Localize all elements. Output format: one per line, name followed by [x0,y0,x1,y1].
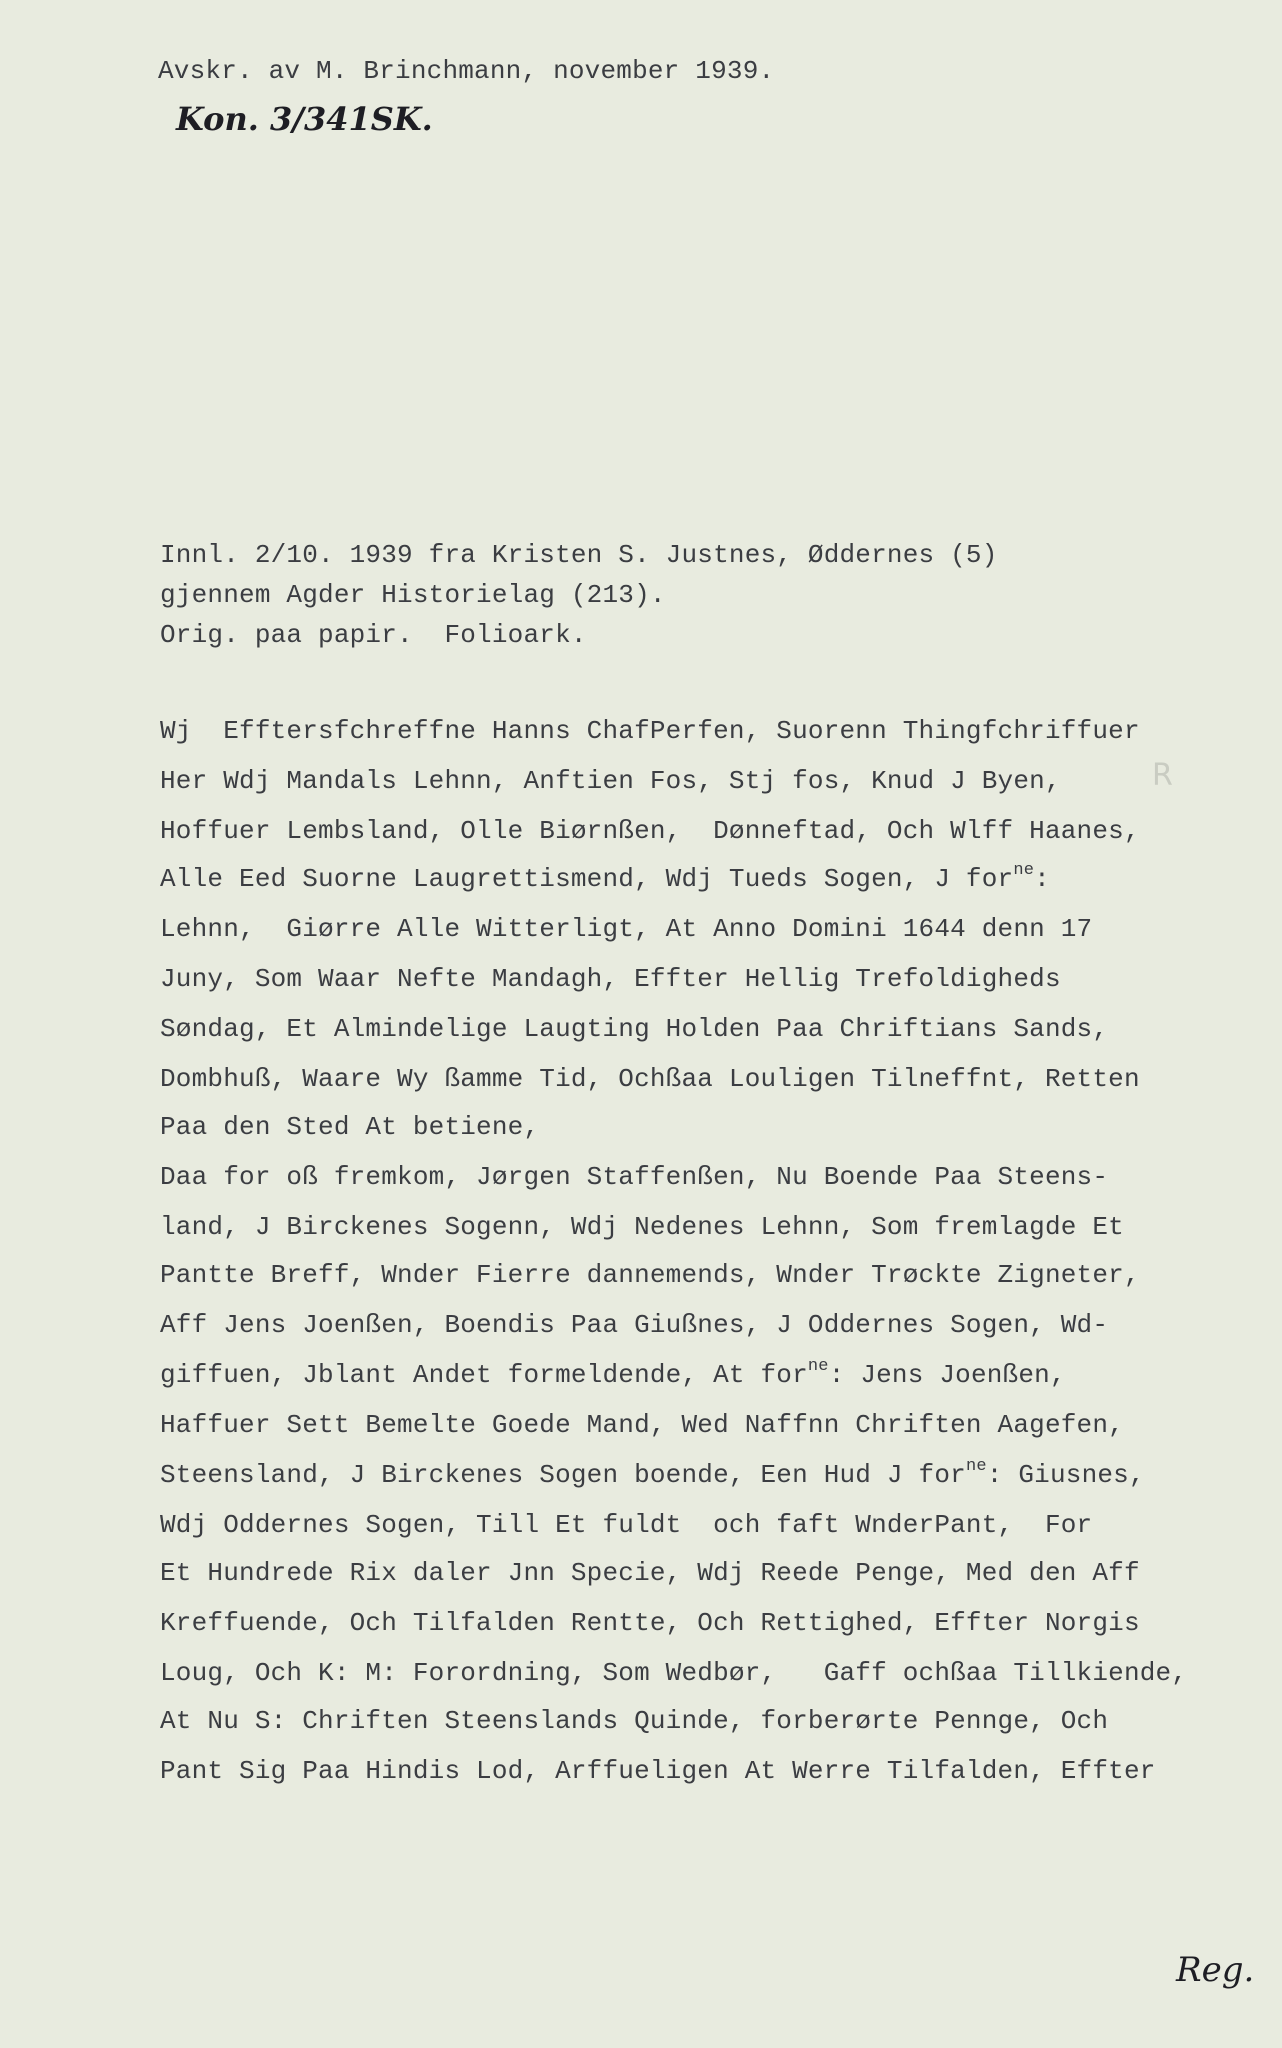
provenance-line-2: gjennem Agder Historielag (213). [160,580,666,610]
transcription-note: Avskr. av M. Brinchmann, november 1939. [158,56,775,86]
text-line-11: land, J Birckenes Sogenn, Wdj Nedenes Lehnn, Som fremlagde Et [160,1212,1124,1242]
text-line-14 [160,1357,1066,1390]
text-line-05: Lehnn, Giørre Alle Witterligt, At Anno Domini 1644 denn 17 [160,914,1093,944]
text-line-09: Paa den Sted At betiene, [160,1112,540,1142]
text-line-04-sup: ne [1013,861,1035,880]
text-line-18: Et Hundrede Rix daler Jnn Specie, Wdj Reede Penge, Med den Aff [160,1558,1140,1588]
text-line-13: Aff Jens Joenßen, Boendis Paa Giußnes, J Oddernes Sogen, Wd- [160,1310,1109,1340]
text-line-20: Loug, Och K: M: Forordning, Som Wedbør, Gaff ochßaa Tillkiende, [160,1658,1188,1688]
text-line-15: Haffuer Sett Bemelte Goede Mand, Wed Naffnn Chriften Aagefen, [160,1410,1124,1440]
text-line-04-b: : [1034,864,1050,894]
text-line-16-b: : Giusnes, [986,1460,1145,1490]
text-line-14-a: giffuen, Jblant Andet formeldende, At for [160,1360,808,1390]
text-line-04 [160,861,1050,894]
text-line-12: Pantte Breff, Wnder Fierre dannemends, Wnder Trøckte Zigneter, [160,1260,1140,1290]
text-line-14-b: : Jens Joenßen, [828,1360,1066,1390]
faint-margin-mark: R [1152,758,1173,793]
text-line-06: Juny, Som Waar Nefte Mandagh, Effter Hellig Trefoldigheds [160,964,1061,994]
text-line-01: Wj Efftersfchreffne Hanns ChafPerfen, Suorenn Thingfchriffuer [160,716,1140,746]
text-line-14-sup: ne [807,1357,829,1376]
provenance-line-1: Innl. 2/10. 1939 fra Kristen S. Justnes, Øddernes (5) [160,540,998,570]
text-line-07: Søndag, Et Almindelige Laugting Holden Paa Chriftians Sands, [160,1014,1109,1044]
handwritten-footer-note: Reg. [1176,1950,1255,1990]
text-line-16 [160,1457,1145,1490]
text-line-10: Daa for oß fremkom, Jørgen Staffenßen, Nu Boende Paa Steens- [160,1162,1109,1192]
text-line-03: Hoffuer Lembsland, Olle Biørnßen, Dønneftad, Och Wlff Haanes, [160,816,1140,846]
text-line-19: Kreffuende, Och Tilfalden Rentte, Och Rettighed, Effter Norgis [160,1608,1140,1638]
text-line-16-a: Steensland, J Birckenes Sogen boende, Een Hud J for [160,1460,966,1490]
handwritten-reference: Kon. 3/341SK. [176,100,433,138]
text-line-22: Pant Sig Paa Hindis Lod, Arffueligen At Werre Tilfalden, Effter [160,1756,1156,1786]
text-line-17: Wdj Oddernes Sogen, Till Et fuldt och faft WnderPant, For [160,1510,1093,1540]
text-line-08: Dombhuß, Waare Wy ßamme Tid, Ochßaa Louligen Tilneffnt, Retten [160,1064,1140,1094]
text-line-16-sup: ne [965,1457,987,1476]
provenance-line-3: Orig. paa papir. Folioark. [160,620,587,650]
text-line-21: At Nu S: Chriften Steenslands Quinde, forberørte Pennge, Och [160,1706,1109,1736]
text-line-02: Her Wdj Mandals Lehnn, Anftien Fos, Stj fos, Knud J Byen, [160,766,1061,796]
text-line-04-a: Alle Eed Suorne Laugrettismend, Wdj Tueds Sogen, J for [160,864,1014,894]
